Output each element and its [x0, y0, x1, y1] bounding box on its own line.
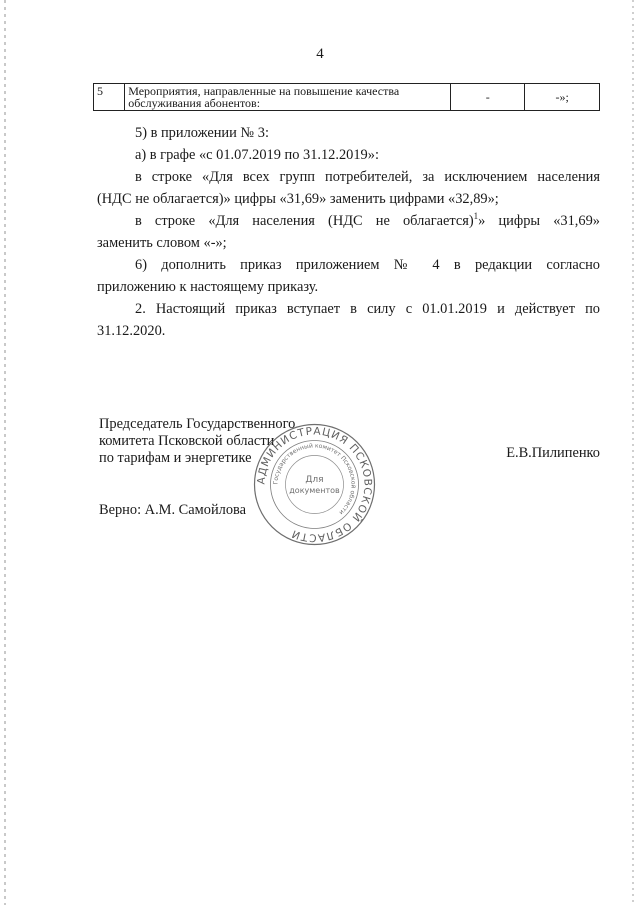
- seal-inner-text: Государственный комитет Псковской области: [272, 442, 357, 516]
- text-fragment: в строке «Для населения (НДС не облагается): [135, 213, 474, 229]
- seal-outer-text: АДМИНИСТРАЦИЯ ПСКОВСКОЙ ОБЛАСТИ: [255, 425, 374, 544]
- paragraph-line: 2. Настоящий приказ вступает в силу с 01.01.2019 и действует по: [135, 301, 600, 317]
- paragraph-line: приложению к настоящему приказу.: [97, 279, 319, 295]
- verified-by: Верно: А.М. Самойлова: [99, 502, 247, 518]
- scan-edge-right: [632, 0, 634, 905]
- seal-center-text: документов: [289, 486, 340, 495]
- signatory-name: Е.В.Пилипенко: [506, 445, 600, 461]
- table-row: [94, 84, 600, 111]
- seal-center-text: Для: [305, 475, 324, 485]
- paragraph-line: [97, 210, 600, 232]
- paragraph-column-period: а) в графе «с 01.07.2019 по 31.12.2019»:: [135, 147, 379, 163]
- row-description: Мероприятия, направленные на повышение качества обслуживания абонентов:: [125, 84, 451, 111]
- paragraph-line: 31.12.2020.: [97, 323, 166, 339]
- scan-edge-left: [4, 0, 6, 905]
- page-number: 4: [316, 46, 324, 62]
- paragraph-line: в строке «Для всех групп потребителей, за исключением населения: [135, 169, 600, 185]
- row-value-a: -: [451, 84, 525, 111]
- paragraph-line: (НДС не облагается)» цифры «31,69» заменить цифрами «32,89»;: [97, 191, 499, 207]
- paragraph-line: заменить словом «-»;: [97, 235, 227, 251]
- signature-title-line: комитета Псковской области: [99, 433, 275, 449]
- official-seal-icon: [252, 422, 377, 547]
- paragraph-add-appendix-4: [97, 254, 600, 298]
- signature-title-line: по тарифам и энергетике: [99, 450, 252, 466]
- paragraph-all-groups: [97, 166, 600, 210]
- tariff-table: [93, 83, 600, 111]
- row-value-b: -»;: [525, 84, 600, 111]
- signature-title-line: Председатель Государственного: [99, 416, 296, 432]
- footnote-mark: 1: [473, 211, 479, 222]
- row-number: 5: [94, 84, 125, 111]
- text-fragment: » цифры «31,69»: [478, 213, 600, 229]
- paragraph-line: 6) дополнить приказ приложением № 4 в редакции согласно: [135, 257, 600, 273]
- paragraph-effective-date: [97, 298, 600, 342]
- paragraph-appendix-3: 5) в приложении № 3:: [135, 125, 269, 141]
- paragraph-population: [97, 210, 600, 254]
